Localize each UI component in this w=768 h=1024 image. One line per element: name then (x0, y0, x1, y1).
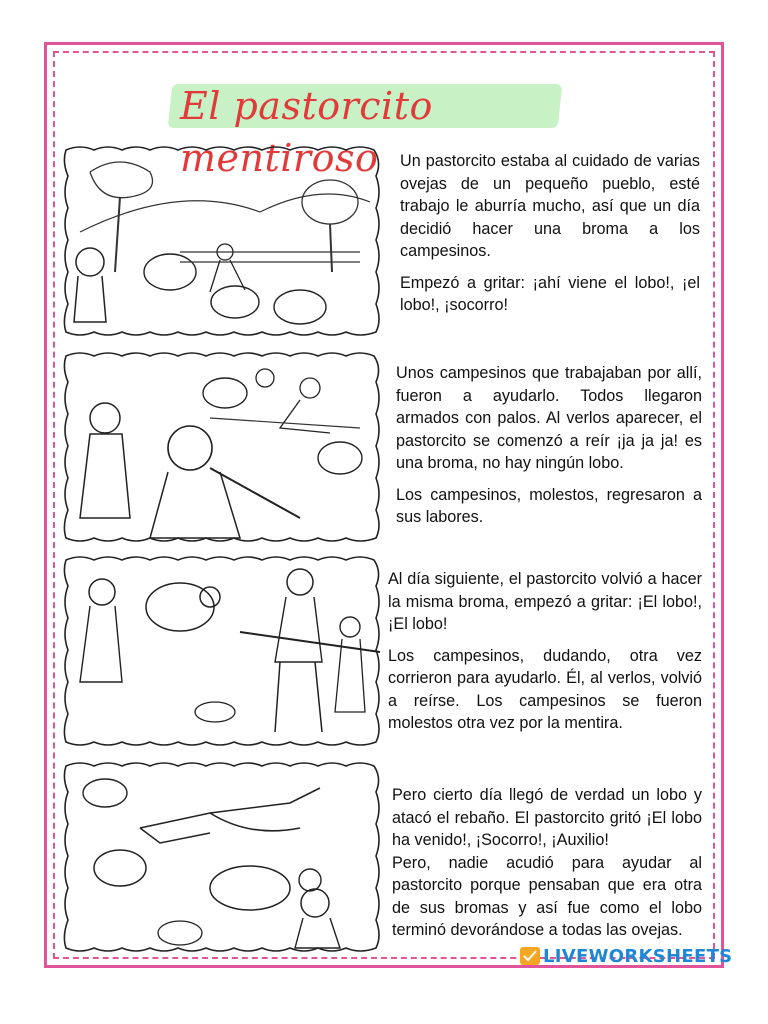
story-paragraph: Al día siguiente, el pastorcito volvió a hacer la misma broma, empezó a gritar: ¡El lobo!, ¡El lobo! (388, 570, 702, 633)
story-paragraph: Empezó a gritar: ¡ahí viene el lobo!, ¡el lobo!, ¡socorro! (400, 273, 700, 314)
story-text-4 (392, 784, 702, 951)
second-prank-illustration (60, 552, 386, 748)
liveworksheets-watermark (520, 944, 732, 968)
story-paragraph: Pero, nadie acudió para ayudar al pastorcito porque pensaban que era otra de sus bromas y así fue como el lobo terminó devorándose a todas las ovejas. (392, 853, 702, 939)
story-paragraph: Los campesinos, dudando, otra vez corrieron para ayudarlo. Él, al verlos, volvió a reírse. Los campesinos se fueron molestos otra vez por la mentira. (388, 646, 702, 732)
story-paragraph: Pero cierto día llegó de verdad un lobo y atacó el rebaño. El pastorcito gritó ¡El lobo ha venido!, ¡Socorro!, ¡Auxilio! (392, 786, 702, 849)
shepherd-boy-with-sheep-illustration (60, 142, 386, 338)
story-text-3 (388, 568, 702, 744)
watermark-text: LIVEWORKSHEETS (543, 945, 733, 967)
wolf-attacks-flock-illustration (60, 758, 386, 954)
page-title: El pastorcito mentiroso (180, 84, 433, 180)
story-text-2 (396, 362, 702, 538)
farmers-arriving-illustration (60, 348, 386, 544)
story-paragraph: Un pastorcito estaba al cuidado de varias ovejas de un pequeño pueblo, esté trabajo le aburría mucho, así que un día decidió hacer una broma a los campesinos. (400, 152, 700, 260)
story-text-1 (400, 150, 700, 326)
liveworksheets-logo-icon (520, 947, 540, 965)
story-paragraph: Los campesinos, molestos, regresaron a sus labores. (396, 485, 702, 526)
story-paragraph: Unos campesinos que trabajaban por allí, fueron a ayudarlo. Todos llegaron armados con palos. Al verlos aparecer, el pastorcito se comenzó a reír ¡ja ja ja! es una broma, no hay ningún lobo. (396, 364, 702, 472)
